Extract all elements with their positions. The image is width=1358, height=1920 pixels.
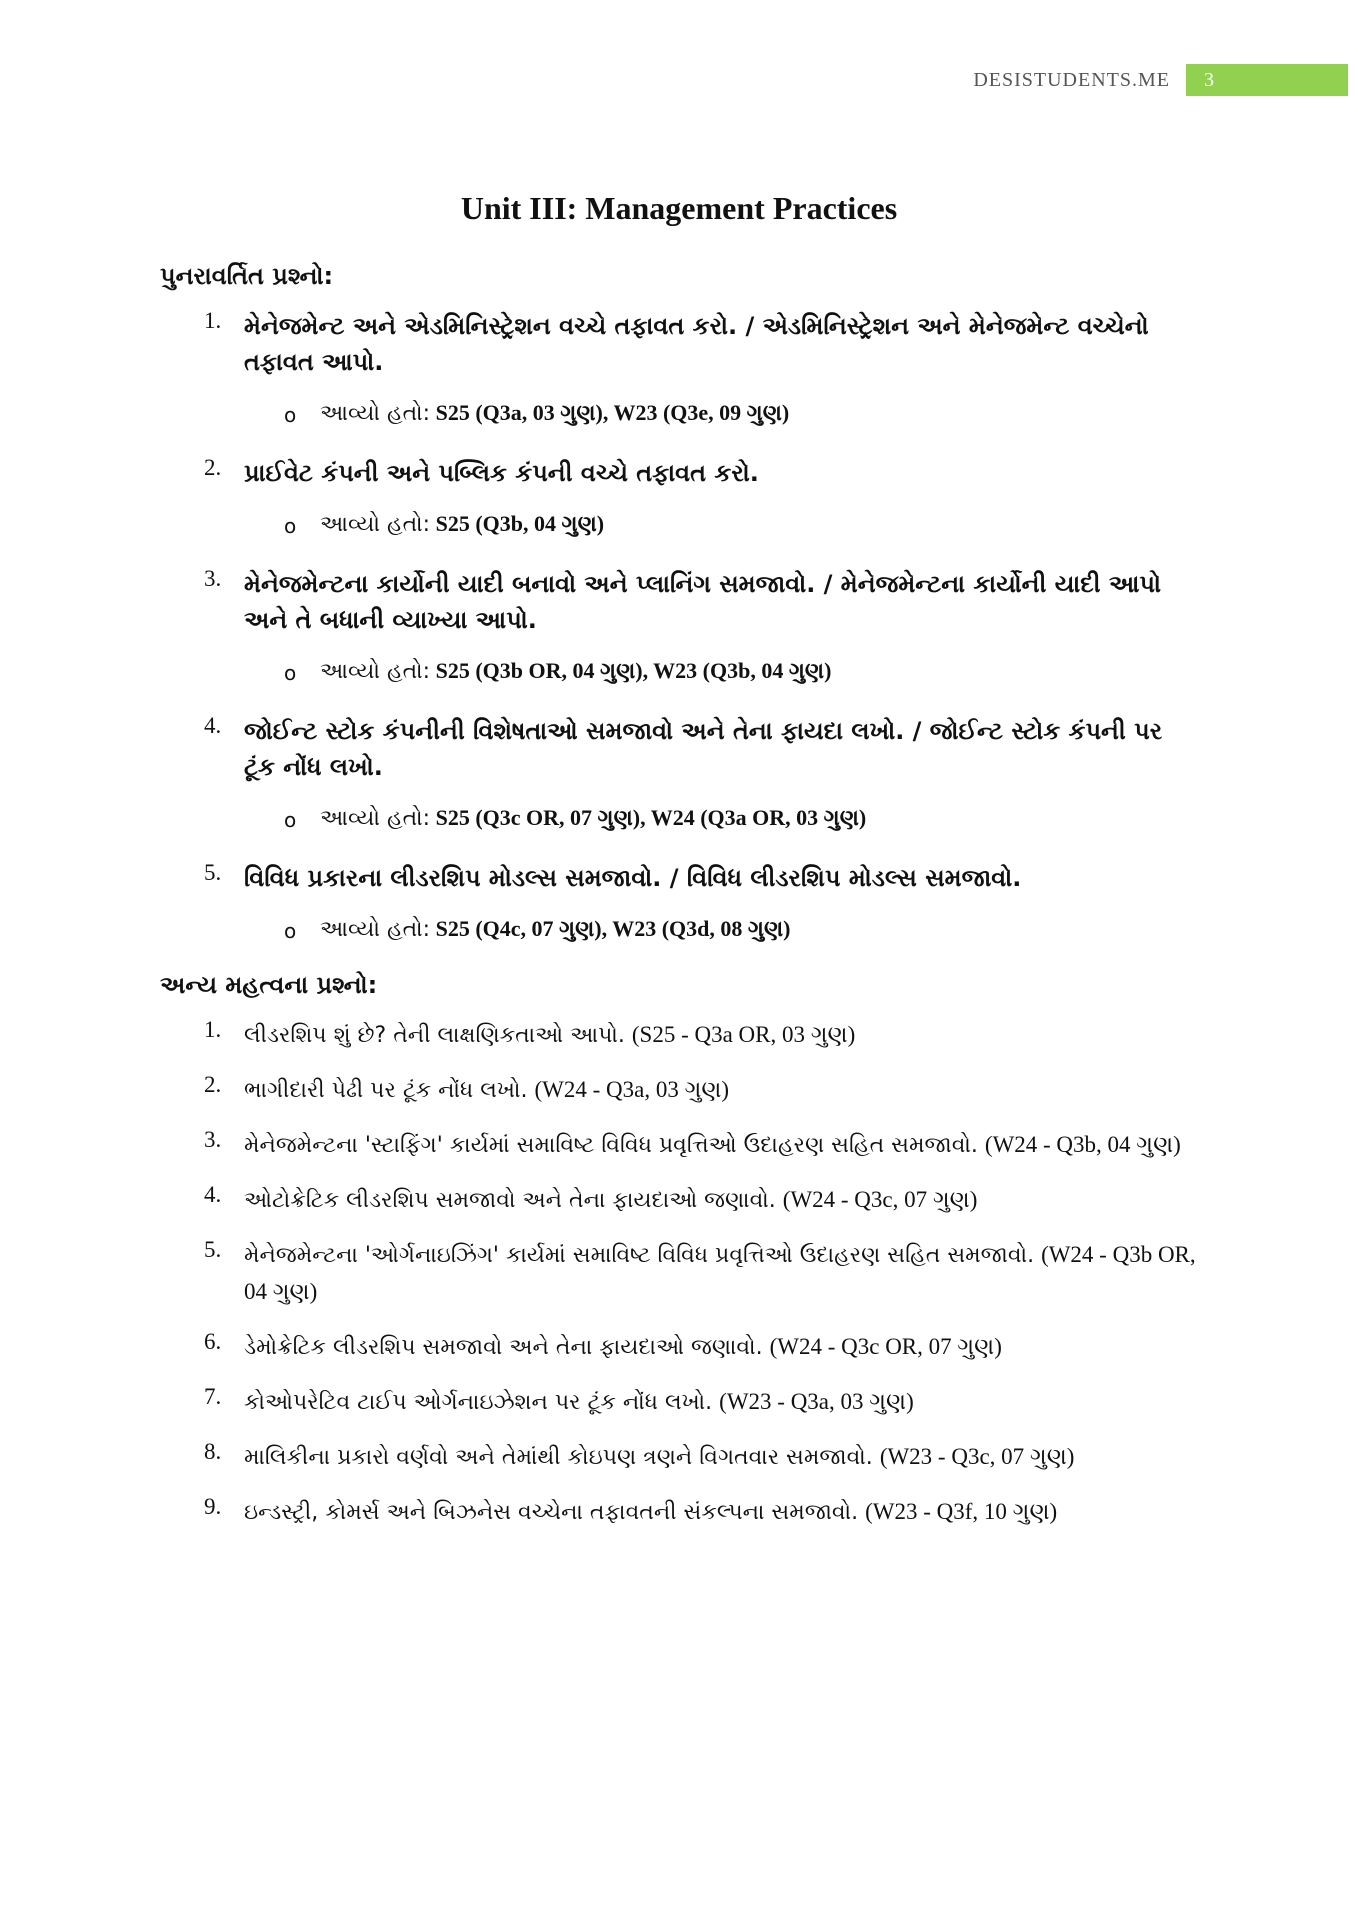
asked-in-row [160,654,1200,689]
asked-label: આવ્યો હતો: [320,512,431,537]
exam-reference: (S25 - Q3a OR, 03 ગુણ) [631,1022,856,1047]
other-question-item [160,1237,1200,1311]
document-body [160,262,1200,1549]
question-text [244,1017,1200,1054]
question-text [244,1329,1200,1366]
repeated-question-item [160,566,1200,689]
question-body: લીડરશિપ શું છે? તેની લાક્ષણિકતાઓ આપો. [244,1023,625,1048]
repeated-questions-list [160,308,1200,947]
question-number: 2. [204,455,222,480]
asked-in-row [160,507,1200,542]
question-text: જોઈન્ટ સ્ટોક કંપનીની વિશેષતાઓ સમજાવો અને તેના ફાયદા લખો. / જોઈન્ટ સ્ટોક કંપની પર ટૂંક નોંધ લખો. [244,717,1163,781]
asked-in-row [160,801,1200,836]
page-header [973,64,1348,96]
repeated-questions-heading: પુનરાવર્તિત પ્રશ્નો: [160,262,334,290]
question-body: ભાગીદારી પેઢી પર ટૂંક નોંધ લખો. [244,1078,528,1103]
asked-label: આવ્યો હતો: [320,659,431,684]
asked-in-row [160,912,1200,947]
other-question-item [160,1384,1200,1421]
question-body: ઓટોક્રેટિક લીડરશિપ સમજાવો અને તેના ફાયદાઓ જણાવો. [244,1188,776,1213]
question-number: 8. [204,1439,222,1464]
question-row [160,455,1200,491]
question-number: 3. [204,1127,222,1152]
question-body: ડેમોક્રેટિક લીડરશિપ સમજાવો અને તેના ફાયદાઓ જણાવો. [244,1335,763,1360]
question-text [244,1072,1200,1109]
question-number: 2. [204,1072,222,1097]
question-text [244,1439,1200,1476]
exam-reference: (W23 - Q3f, 10 ગુણ) [865,1499,1058,1524]
question-body: માલિકીના પ્રકારો વર્ણવો અને તેમાંથી કોઇપણ ત્રણને વિગતવાર સમજાવો. [244,1445,873,1470]
circle-bullet-icon: o [284,808,297,832]
question-number: 5. [204,1237,222,1262]
other-question-item [160,1494,1200,1531]
question-row [160,308,1200,380]
asked-label: આવ્યો હતો: [320,806,431,831]
question-number: 6. [204,1329,222,1354]
question-number: 9. [204,1494,222,1519]
repeated-question-item [160,308,1200,431]
question-number: 4. [204,1182,222,1207]
other-question-item [160,1017,1200,1054]
other-question-item [160,1182,1200,1219]
circle-bullet-icon: o [284,661,297,685]
site-brand: DESISTUDENTS.ME [973,68,1170,91]
question-number: 5. [204,860,222,885]
question-row [160,566,1200,638]
page-number: 3 [1186,64,1348,96]
question-body: કોઓપરેટિવ ટાઈપ ઓર્ગનાઇઝેશન પર ટૂંક નોંધ લખો. [244,1390,713,1415]
asked-in-value: S25 (Q3a, 03 ગુણ), W23 (Q3e, 09 ગુણ) [435,400,790,425]
question-text: પ્રાઈવેટ કંપની અને પબ્લિક કંપની વચ્ચે તફાવત કરો. [244,459,759,487]
question-text [244,1494,1200,1531]
exam-reference: (W23 - Q3a, 03 ગુણ) [719,1389,914,1414]
exam-reference: (W24 - Q3b, 04 ગુણ) [984,1132,1181,1157]
other-questions-heading: અન્ય મહત્વના પ્રશ્નો: [160,971,378,999]
repeated-question-item [160,860,1200,947]
other-question-item [160,1439,1200,1476]
asked-in-row [160,396,1200,431]
question-text [244,1237,1200,1311]
question-number: 1. [204,1017,222,1042]
exam-reference: (W23 - Q3c, 07 ગુણ) [879,1444,1075,1469]
exam-reference: (W24 - Q3a, 03 ગુણ) [534,1077,730,1102]
question-row [160,713,1200,785]
question-text: મેનેજમેન્ટના કાર્યોની યાદી બનાવો અને પ્લાનિંગ સમજાવો. / મેનેજમેન્ટના કાર્યોની યાદી આપો અને તે બધાની વ્યાખ્યા આપો. [244,570,1161,634]
question-number: 4. [204,713,222,738]
exam-reference: (W24 - Q3b OR, 04 ગુણ) [244,1242,1196,1304]
other-question-item [160,1072,1200,1109]
asked-in-value: S25 (Q3b, 04 ગુણ) [435,511,605,536]
question-text: મેનેજમેન્ટ અને એડમિનિસ્ટ્રેશન વચ્ચે તફાવત કરો. / એડમિનિસ્ટ્રેશન અને મેનેજમેન્ટ વચ્ચેનો તફાવત આપો. [244,312,1149,376]
question-row [160,860,1200,896]
asked-label: આવ્યો હતો: [320,401,431,426]
other-questions-list [160,1017,1200,1531]
question-text [244,1127,1200,1164]
exam-reference: (W24 - Q3c OR, 07 ગુણ) [769,1334,1002,1359]
asked-label: આવ્યો હતો: [320,917,431,942]
asked-in-value: S25 (Q4c, 07 ગુણ), W23 (Q3d, 08 ગુણ) [435,916,791,941]
question-number: 1. [204,308,222,333]
repeated-question-item [160,455,1200,542]
exam-reference: (W24 - Q3c, 07 ગુણ) [782,1187,978,1212]
question-text [244,1384,1200,1421]
circle-bullet-icon: o [284,919,297,943]
question-body: મેનેજમેન્ટના 'સ્ટાફિંગ' કાર્યમાં સમાવિષ્ટ વિવિધ પ્રવૃત્તિઓ ઉદાહરણ સહિત સમજાવો. [244,1133,978,1158]
circle-bullet-icon: o [284,403,297,427]
question-number: 7. [204,1384,222,1409]
question-number: 3. [204,566,222,591]
question-body: મેનેજમેન્ટના 'ઓર્ગનાઇઝિંગ' કાર્યમાં સમાવિષ્ટ વિવિધ પ્રવૃત્તિઓ ઉદાહરણ સહિત સમજાવો. [244,1243,1035,1268]
page-title: Unit III: Management Practices [460,190,898,226]
circle-bullet-icon: o [284,514,297,538]
other-question-item [160,1329,1200,1366]
question-text [244,1182,1200,1219]
asked-in-value: S25 (Q3c OR, 07 ગુણ), W24 (Q3a OR, 03 ગુણ) [435,805,867,830]
repeated-question-item [160,713,1200,836]
asked-in-value: S25 (Q3b OR, 04 ગુણ), W23 (Q3b, 04 ગુણ) [435,658,832,683]
question-body: ઇન્ડસ્ટ્રી, કોમર્સ અને બિઝનેસ વચ્ચેના તફાવતની સંકલ્પના સમજાવો. [244,1500,859,1525]
question-text: વિવિધ પ્રકારના લીડરશિપ મોડલ્સ સમજાવો. / વિવિધ લીડરશિપ મોડલ્સ સમજાવો. [244,864,1022,892]
other-question-item [160,1127,1200,1164]
